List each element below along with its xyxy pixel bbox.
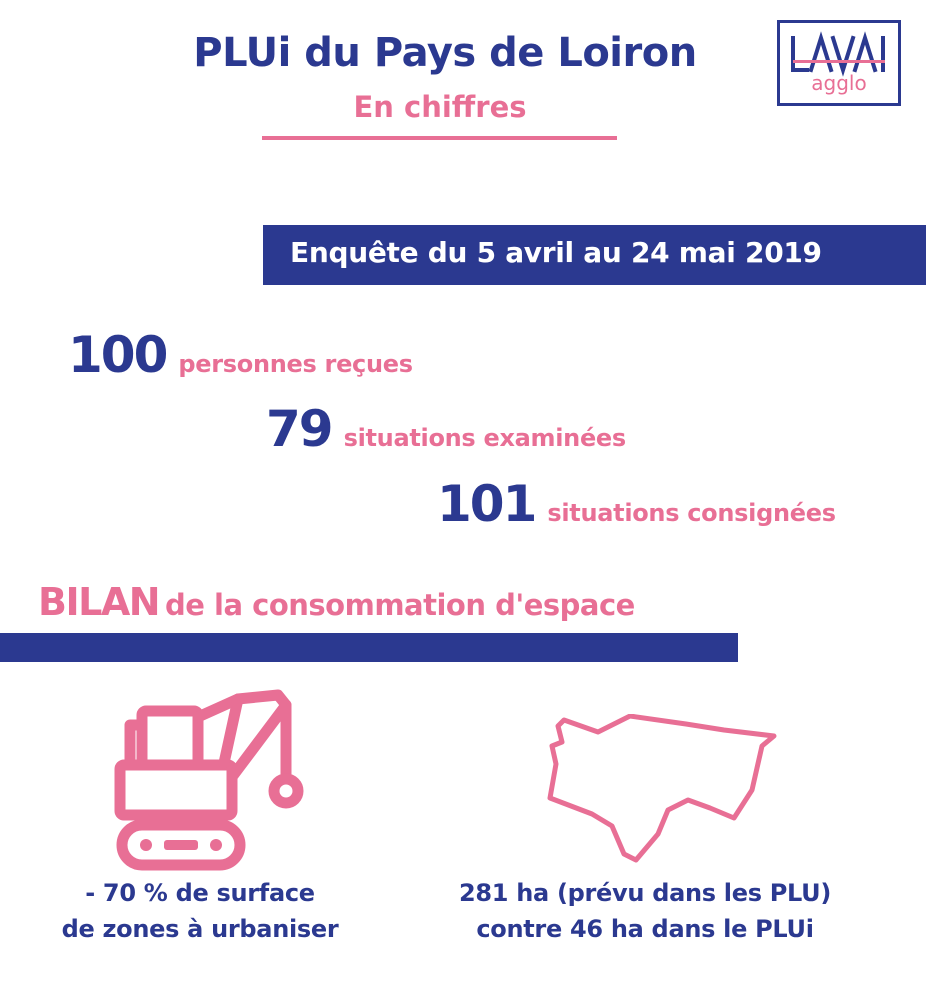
stat-number: 101 [437,475,536,533]
stat-number: 79 [266,400,332,458]
stat-label: situations examinées [343,424,626,452]
page-title: PLUi du Pays de Loiron [193,30,697,76]
title-underline [262,136,617,140]
stat-received [68,326,413,384]
stat-number: 100 [68,326,167,384]
page-subtitle: En chiffres [353,90,527,124]
logo-subtext: agglo [811,71,867,95]
stat-examined [266,400,626,458]
caption-line: contre 46 ha dans le PLUi [476,915,814,943]
survey-dates: Enquête du 5 avril au 24 mai 2019 [290,236,822,269]
caption-urbanisation [15,875,385,947]
bilan-rest: de la consommation d'espace [165,588,635,622]
bilan-bar [0,633,738,662]
stat-label: personnes reçues [178,350,413,378]
laval-agglo-logo [777,20,901,106]
caption-line: - 70 % de surface [85,879,315,907]
excavator-icon [108,685,308,871]
stat-recorded [437,475,836,533]
caption-line: 281 ha (prévu dans les PLU) [458,879,832,907]
bilan-word: BILAN [38,580,160,624]
caption-hectares [415,875,875,947]
caption-line: de zones à urbaniser [61,915,339,943]
territory-map-icon [538,714,778,864]
stat-label: situations consignées [547,499,836,527]
bilan-heading [38,580,635,624]
